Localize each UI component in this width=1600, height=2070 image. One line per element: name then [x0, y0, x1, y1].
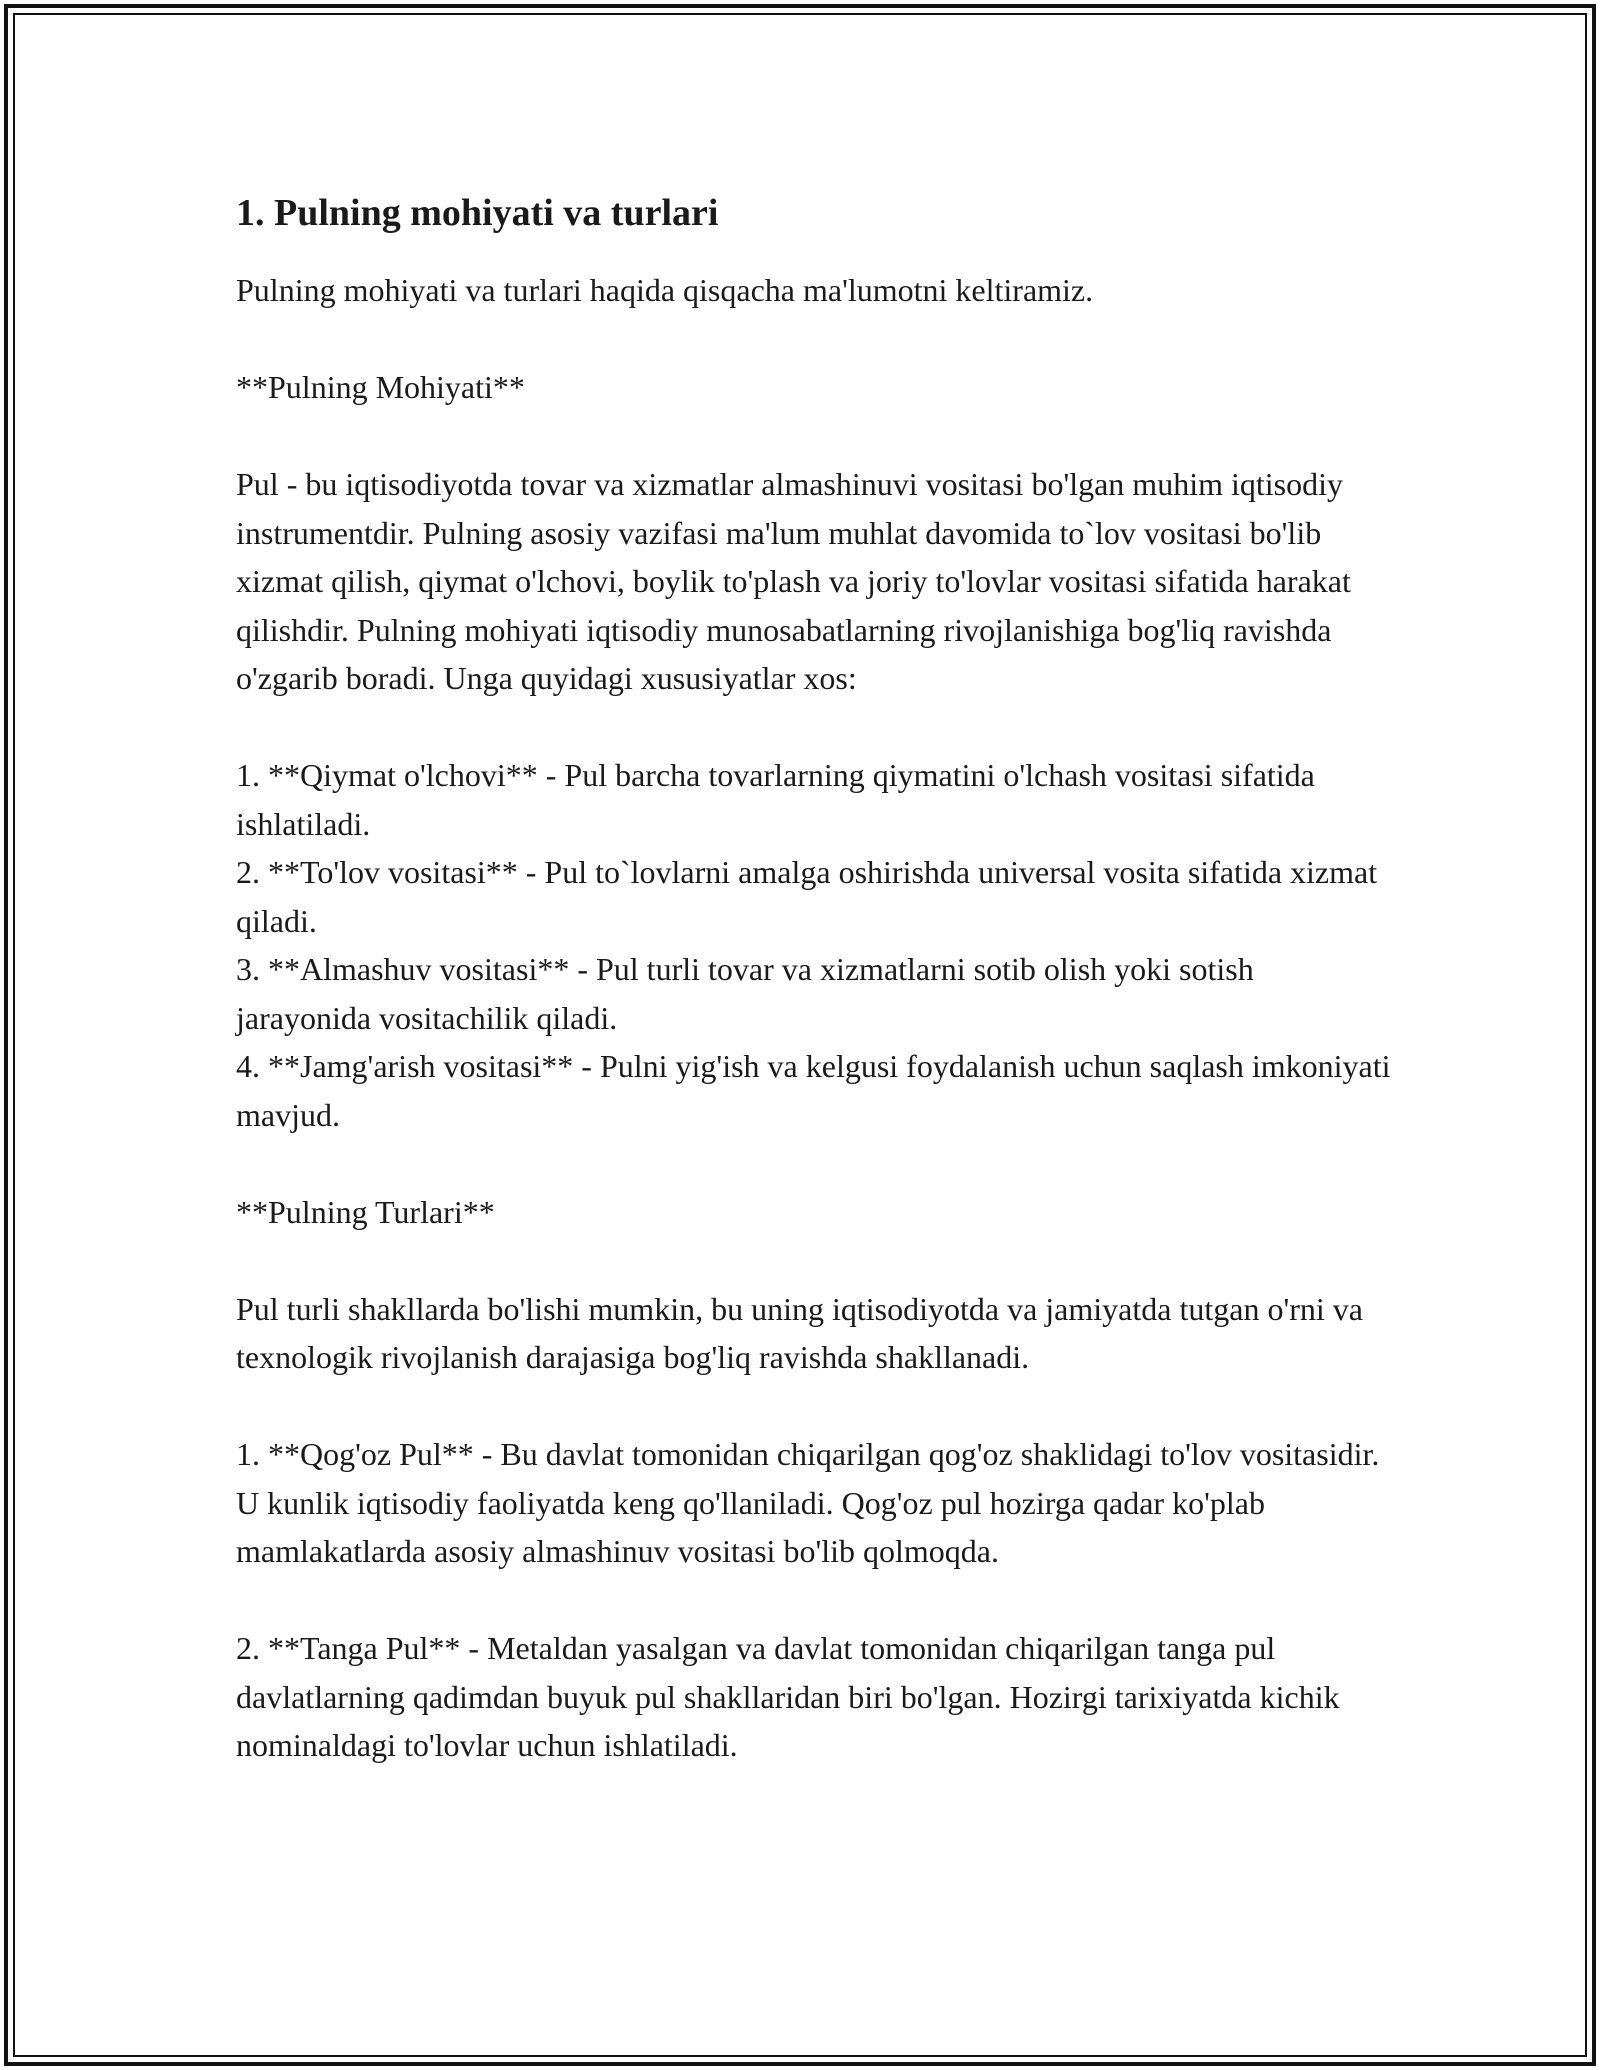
list-item-qiymat-olchovi: 1. **Qiymat o'lchovi** - Pul barcha tovarlarning qiymatini o'lchash vositasi sifatida ishlatiladi.: [236, 757, 1315, 842]
list-item-almashuv-vositasi: 3. **Almashuv vositasi** - Pul turli tovar va xizmatlarni sotib olish yoki sotish jarayonida vositachilik qiladi.: [236, 951, 1254, 1036]
spacer: [236, 1382, 1396, 1431]
section-heading-mohiyati: **Pulning Mohiyati**: [236, 369, 525, 405]
document-title: 1. Pulning mohiyati va turlari: [236, 192, 719, 234]
spacer: [236, 1236, 1396, 1285]
mohiyati-paragraph: Pul - bu iqtisodiyotda tovar va xizmatlar almashinuvi vositasi bo'lgan muhim iqtisodiy instrumentdir. Pulning asosiy vazifasi ma'lum muhlat davomida to`lov vositasi bo'lib xizmat qilish, qiymat o'lchovi, boylik to'plash va joriy to'lovlar vositasi sifatida harakat qilishdir. Pulning mohiyati iqtisodiy munosabatlarning rivojlanishiga bog'liq ravishda o'zgarib boradi. Unga quyidagi xususiyatlar xos:: [236, 466, 1351, 696]
list-item-jamgarish-vositasi: 4. **Jamg'arish vositasi** - Pulni yig'ish va kelgusi foydalanish uchun saqlash imkoniyati mavjud.: [236, 1048, 1391, 1133]
list-item-qogoz-pul: 1. **Qog'oz Pul** - Bu davlat tomonidan chiqarilgan qog'oz shaklidagi to'lov vositasidir. U kunlik iqtisodiy faoliyatda keng qo'llaniladi. Qog'oz pul hozirga qadar ko'plab mamlakatlarda asosiy almashinuv vositasi bo'lib qolmoqda.: [236, 1436, 1380, 1569]
spacer: [236, 1139, 1396, 1188]
list-item-tolov-vositasi: 2. **To'lov vositasi** - Pul to`lovlarni amalga oshirishda universal vosita sifatida xizmat qiladi.: [236, 854, 1378, 939]
spacer: [236, 1576, 1396, 1625]
intro-paragraph: Pulning mohiyati va turlari haqida qisqacha ma'lumotni keltiramiz.: [236, 272, 1094, 308]
section-heading-turlari: **Pulning Turlari**: [236, 1193, 495, 1230]
list-item-tanga-pul: 2. **Tanga Pul** - Metaldan yasalgan va davlat tomonidan chiqarilgan tanga pul davlatlarning qadimdan buyuk pul shakllaridan biri bo'lgan. Hozirgi tarixiyatda kichik nominaldagi to'lovlar uchun ishlatiladi.: [236, 1630, 1340, 1763]
spacer: [236, 703, 1396, 752]
spacer: [236, 412, 1396, 461]
turlari-paragraph: Pul turli shakllarda bo'lishi mumkin, bu uning iqtisodiyotda va jamiyatda tutgan o'rni va texnologik rivojlanish darajasiga bog'liq ravishda shakllanadi.: [236, 1290, 1363, 1375]
spacer: [236, 315, 1396, 364]
document-body: [236, 186, 1396, 1770]
